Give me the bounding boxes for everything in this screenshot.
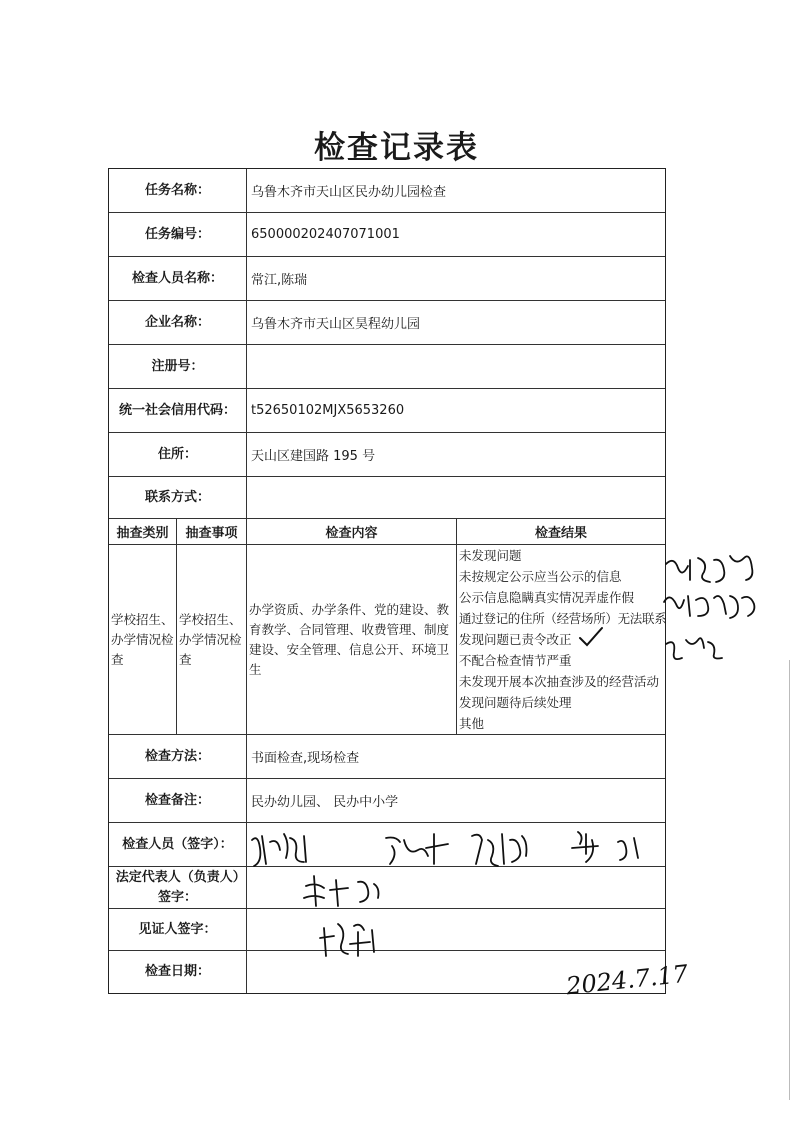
handwritten-note [660, 552, 770, 682]
result-option: 未发现开展本次抽查涉及的经营活动 [459, 674, 660, 689]
row-address [109, 433, 665, 477]
result-header: 检查结果 [534, 526, 587, 541]
company-label: 企业名称： [109, 301, 247, 344]
result-option: 不配合检查情节严重 [459, 653, 572, 668]
witness-signature-area [247, 909, 665, 950]
row-company [109, 301, 665, 345]
inspection-date-value: 2024.7.17 [564, 959, 690, 1001]
result-option: 发现问题已责令改正 [459, 632, 572, 647]
inspector-signature-label: 检查人员（签字）： [109, 823, 247, 866]
result-option: 其他 [459, 716, 485, 731]
content-header: 检查内容 [247, 519, 457, 544]
legal-rep-signature-label: 法定代表人（负责人）签字： [109, 867, 247, 908]
item-cell: 学校招生、办学情况检查 [177, 545, 247, 734]
row-method [109, 735, 665, 779]
inspection-header-row [109, 519, 665, 545]
witness-signature [318, 916, 398, 962]
address-label: 住所： [109, 433, 247, 476]
task-name-value: 乌鲁木齐市天山区民办幼儿园检查 [251, 185, 447, 200]
inspector-signatures [246, 826, 666, 872]
result-options [457, 545, 668, 734]
method-label: 检查方法： [109, 735, 247, 778]
row-reg-no [109, 345, 665, 389]
result-option: 未按规定公示应当公示的信息 [459, 569, 622, 584]
company-value: 乌鲁木齐市天山区昊程幼儿园 [251, 317, 421, 332]
result-option: 发现问题待后续处理 [459, 695, 572, 710]
witness-signature-label: 见证人签字： [109, 909, 247, 950]
item-header: 抽查事项 [177, 519, 247, 544]
task-no-value: 650000202407071001 [251, 227, 400, 242]
remark-label: 检查备注： [109, 779, 247, 822]
contact-label: 联系方式： [109, 477, 247, 518]
task-name-label: 任务名称： [109, 169, 247, 212]
category-cell: 学校招生、办学情况检查 [109, 545, 177, 734]
date-label: 检查日期： [109, 951, 247, 993]
inspectors-label: 检查人员名称： [109, 257, 247, 300]
address-value: 天山区建国路 195 号 [251, 449, 376, 464]
page-edge-divider [789, 660, 790, 1100]
task-no-label: 任务编号： [109, 213, 247, 256]
content-cell: 办学资质、办学条件、党的建设、教育教学、合同管理、收费管理、制度建设、安全管理、信息公开、环境卫生 [247, 545, 457, 734]
row-task-no [109, 213, 665, 257]
row-task-name [109, 169, 665, 213]
remark-value: 民办幼儿园、 民办中小学 [251, 795, 399, 810]
reg-no-label: 注册号： [109, 345, 247, 388]
reg-no-value [247, 345, 665, 388]
inspectors-value: 常江,陈瑞 [251, 273, 308, 288]
row-inspectors [109, 257, 665, 301]
page-title: 检查记录表 [314, 130, 479, 166]
result-option: 公示信息隐瞒真实情况弄虚作假 [459, 590, 635, 605]
contact-value [247, 477, 665, 518]
row-contact [109, 477, 665, 519]
result-option: 未发现问题 [459, 548, 522, 563]
credit-code-value: t52650102MJX5653260 [251, 403, 405, 418]
credit-code-label: 统一社会信用代码： [109, 389, 247, 432]
result-option: 通过登记的住所（经营场所）无法联系 [459, 611, 667, 626]
method-value: 书面检查,现场检查 [251, 751, 360, 766]
row-remark [109, 779, 665, 823]
category-header: 抽查类别 [109, 519, 177, 544]
legal-rep-signature [300, 870, 400, 914]
checkmark-icon [578, 626, 604, 648]
row-credit-code [109, 389, 665, 433]
